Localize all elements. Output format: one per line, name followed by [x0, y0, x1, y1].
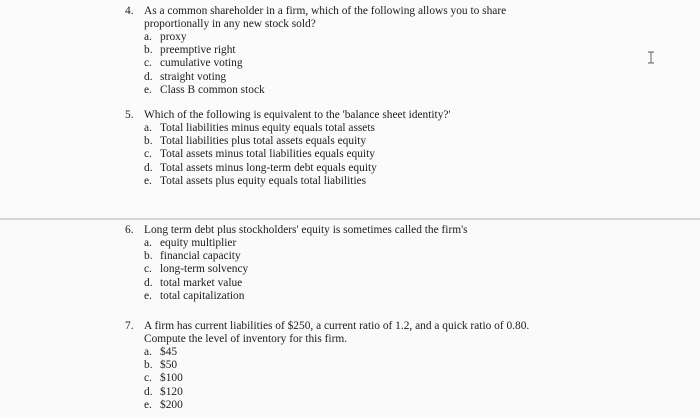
choice-letter: a.: [144, 31, 152, 43]
choice-letter: e.: [144, 83, 152, 96]
choice-letter: c.: [144, 57, 152, 70]
text-cursor-icon: [647, 51, 655, 64]
choice-letter: e.: [144, 398, 152, 411]
choice-letter: a.: [144, 237, 152, 249]
choice-letter: b.: [144, 250, 153, 263]
choice-letter: b.: [144, 44, 153, 57]
choice-text: $100: [160, 372, 183, 385]
question-number: 5.: [125, 109, 134, 121]
choice-text: Total assets plus equity equals total liabilities: [160, 174, 367, 187]
choice-letter: d.: [144, 70, 153, 83]
choice-letter: c.: [144, 263, 152, 276]
question-number: 4.: [125, 5, 134, 17]
choice-letter: d.: [144, 385, 153, 398]
choice-text: $120: [160, 385, 183, 398]
question-stem: [144, 224, 468, 237]
choice-letter: e.: [144, 289, 152, 302]
question-stem: [144, 5, 506, 31]
choice-letter: c.: [144, 372, 152, 385]
choice-text: preemptive right: [160, 44, 236, 57]
question-stem-line: Compute the level of inventory for this firm.: [144, 333, 348, 345]
question-stem-line: Long term debt plus stockholders' equity is sometimes called the firm's: [144, 224, 468, 236]
question-stem-line: proportionally in any new stock sold?: [144, 18, 316, 30]
choice-text: Total assets minus long-term debt equals equity: [160, 161, 377, 174]
choice-text: cumulative voting: [160, 57, 243, 70]
choice-letter: a.: [144, 122, 152, 134]
choice-letter: b.: [144, 359, 153, 372]
question-number: 7.: [125, 320, 134, 332]
question-stem-line: A firm has current liabilities of $250, a current ratio of 1.2, and a quick ratio of 0.80.: [144, 320, 530, 332]
choice-text: Total assets minus total liabilities equals equity: [160, 148, 375, 161]
choice-letter: d.: [144, 161, 153, 174]
choice-letter: c.: [144, 148, 152, 161]
choice-letter: b.: [144, 135, 153, 148]
choice-letter: e.: [144, 174, 152, 187]
choice-text: $45: [160, 346, 178, 358]
question-stem-line: Which of the following is equivalent to the 'balance sheet identity?': [144, 109, 451, 121]
question-stem: [144, 109, 451, 122]
choice-letter: d.: [144, 276, 153, 289]
choice-letter: a.: [144, 346, 152, 358]
choice-text: long-term solvency: [160, 263, 249, 276]
choice-text: equity multiplier: [160, 237, 237, 249]
question-number: 6.: [125, 224, 134, 236]
choice-text: straight voting: [160, 70, 227, 83]
question-stem-line: As a common shareholder in a firm, which of the following allows you to share: [144, 5, 507, 17]
lower-section: [0, 220, 700, 418]
choice-text: $50: [160, 359, 178, 372]
choice-text: Total liabilities minus equity equals total assets: [160, 122, 375, 134]
choice-text: Total liabilities plus total assets equals equity: [160, 135, 367, 148]
choice-text: Class B common stock: [160, 83, 265, 96]
choice-text: total market value: [160, 276, 243, 289]
choice-text: financial capacity: [160, 250, 241, 263]
choice-text: total capitalization: [160, 289, 245, 302]
choice-text: $200: [160, 398, 183, 411]
choice-text: proxy: [160, 31, 187, 43]
question-stem: [144, 320, 529, 346]
